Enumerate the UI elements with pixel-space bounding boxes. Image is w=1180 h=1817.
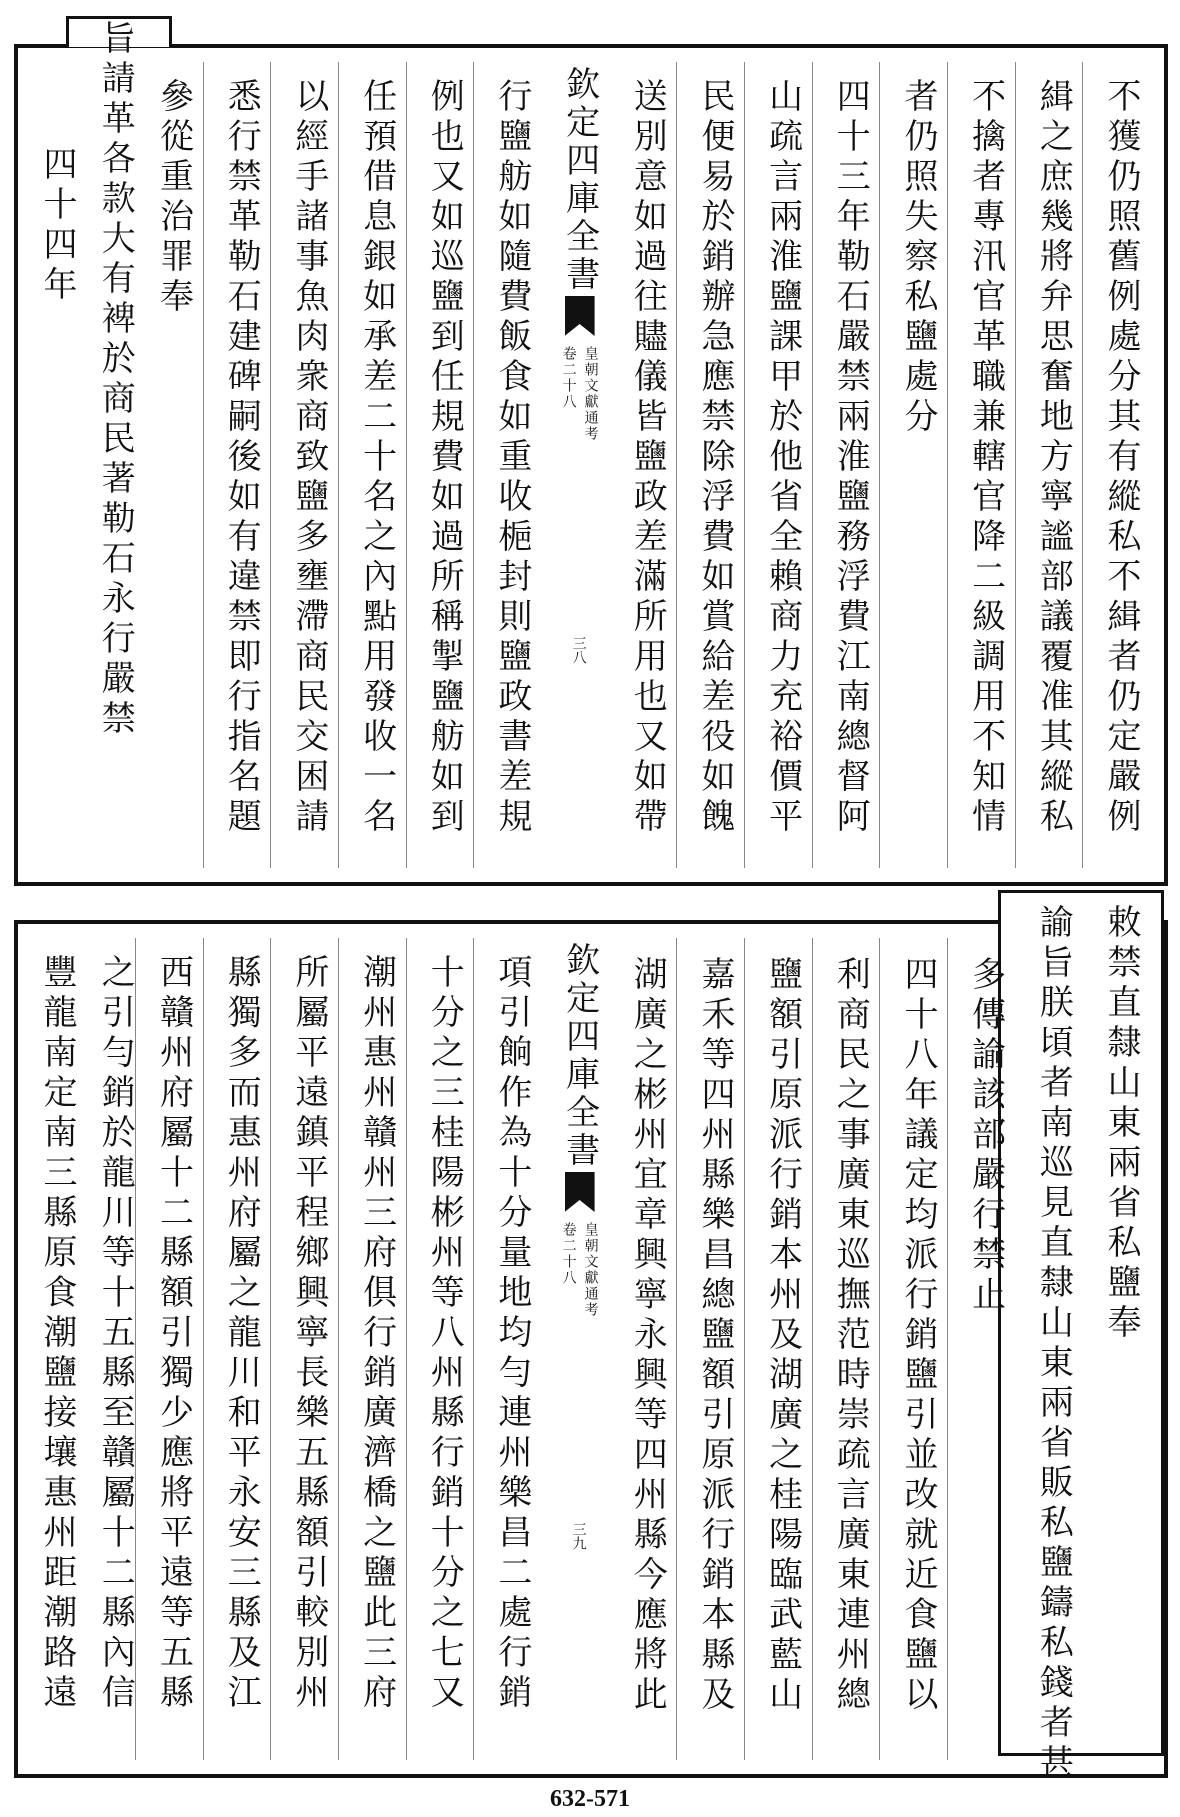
text-column: 任預借息銀如承差二十名之內點用發收一名 (356, 78, 397, 838)
text-column: 利商民之事廣東巡撫范時崇疏言廣東連州總 (830, 956, 871, 1716)
text-column: 嘉禾等四州縣樂昌總鹽額引原派行銷本縣及 (694, 956, 735, 1716)
text-column: 西贛州府屬十二縣額引獨少應將平遠等五縣 (153, 954, 194, 1714)
text-column: 不獲仍照舊例處分其有縱私不緝者仍定嚴例 (1101, 78, 1141, 838)
text-column: 之引勻銷於龍川等十五縣至贛屬十二縣內信 (95, 954, 136, 1714)
text-column: 鹽額引原派行銷本州及湖廣之桂陽臨武藍山 (762, 956, 803, 1716)
text-column: 行鹽舫如隨費飯食如重收梔封則鹽政書差規 (491, 78, 532, 838)
text-column: 豐龍南定南三縣原食潮鹽接壤惠州距潮路遠 (37, 954, 77, 1714)
strip-subtitle: 皇朝文獻通考 (582, 1222, 599, 1318)
text-column: 四十三年勒石嚴禁兩淮鹽務浮費江南總督阿 (830, 78, 871, 838)
text-column: 參從重治罪奉 (153, 78, 194, 318)
text-column: 緝之庶幾將弁思奮地方寧謐部議覆准其縱私 (1033, 78, 1074, 838)
text-column: 民便易於銷辦急應禁除浮費如賞給差役如餽 (694, 78, 735, 838)
strip-subtitle: 皇朝文獻通考 (582, 346, 599, 442)
top-page-columns (18, 20, 1164, 882)
text-column: 項引餉作為十分量地均勻連州樂昌二處行銷 (491, 954, 532, 1714)
strip-page-number: 三八 (570, 636, 587, 664)
strip-title: 欽定四庫全書 (559, 66, 600, 294)
strip-page-number: 三九 (570, 1522, 587, 1550)
top-page (14, 20, 1168, 886)
strip-volume: 卷二十八 (560, 1222, 577, 1286)
text-column: 所屬平遠鎮平程鄉興寧長樂五縣額引較別州 (288, 954, 329, 1714)
text-column: 山疏言兩淮鹽課甲於他省全賴商力充裕價平 (762, 78, 803, 838)
center-strip (549, 66, 611, 866)
text-column: 湖廣之彬州宜章興寧永興等四州縣今應將此 (627, 956, 668, 1716)
text-column: 潮州惠州贛州三府俱行銷廣濟橋之鹽此三府 (356, 954, 397, 1714)
bottom-page (14, 904, 1168, 1784)
text-column: 四十八年議定均派行銷鹽引並改就近食鹽以 (897, 956, 938, 1716)
text-column: 不擒者專汛官革職兼轄官降二級調用不知情 (965, 78, 1006, 838)
text-column: 例也又如巡鹽到任規費如過所稱掣鹽舫如到 (424, 78, 465, 838)
strip-volume: 卷二十八 (560, 346, 577, 410)
bottom-page-columns (18, 904, 1164, 1784)
tab-text-column: 敕禁直隸山東兩省私鹽奉 (1101, 904, 1141, 1344)
strip-title: 欽定四庫全書 (559, 942, 600, 1170)
tab-text-column: 諭旨朕頃者南巡見直隸山東兩省販私鹽鑄私錢者甚 (1033, 904, 1074, 1784)
text-column: 悉行禁革勒石建碑嗣後如有違禁即行指名題 (221, 78, 262, 838)
text-column: 縣獨多而惠州府屬之龍川和平永安三縣及江 (221, 954, 262, 1714)
text-column: 旨請革各款大有裨於商民著勒石永行嚴禁 (95, 20, 136, 740)
center-strip (549, 942, 611, 1758)
page-number-footer: 632-571 (550, 1786, 630, 1812)
text-column: 四十四年 (37, 146, 77, 306)
text-column: 以經手諸事魚肉衆商致鹽多壅滯商民交困請 (288, 78, 329, 838)
text-column: 送別意如過往贐儀皆鹽政差滿所用也又如帶 (627, 78, 668, 838)
text-column: 多傳諭該部嚴行禁止 (965, 956, 1006, 1316)
text-column: 者仍照失察私鹽處分 (897, 78, 938, 438)
text-column: 十分之三桂陽彬州等八州縣行銷十分之七又 (424, 954, 465, 1714)
